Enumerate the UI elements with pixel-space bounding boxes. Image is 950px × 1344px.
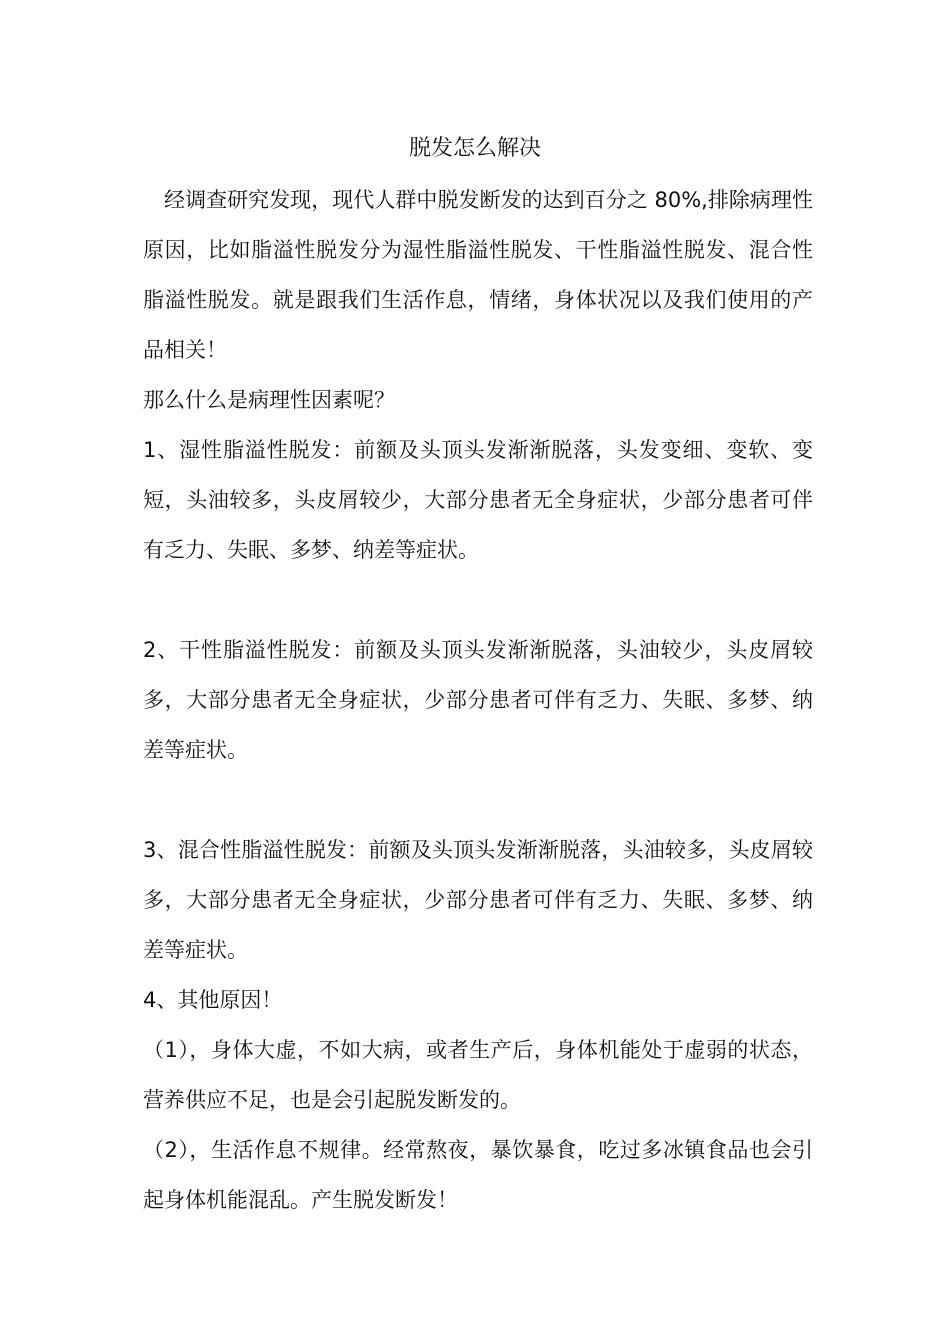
question-paragraph: 那么什么是病理性因素呢？: [143, 388, 395, 412]
cause-1-paragraph: （1），身体大虚，不如大病，或者生产后，身体机能处于虚弱的状态，营养供应不足，也是会引起脱发断发的。: [143, 1038, 813, 1112]
wet-seborrheic-paragraph: 1、湿性脂溢性脱发：前额及头顶头发渐渐脱落，头发变细、变软、变短，头油较多，头皮屑较少，大部分患者无全身症状，少部分患者可伴有乏力、失眠、多梦、纳差等症状。: [143, 438, 813, 562]
dry-seborrheic-paragraph: 2、干性脂溢性脱发：前额及头顶头发渐渐脱落，头油较少，头皮屑较多，大部分患者无全身症状，少部分患者可伴有乏力、失眠、多梦、纳差等症状。: [143, 638, 813, 762]
cause-2-paragraph: （2），生活作息不规律。经常熬夜，暴饮暴食，吃过多冰镇食品也会引起身体机能混乱。产生脱发断发！: [143, 1138, 813, 1212]
document-body: [143, 175, 813, 1225]
other-causes-heading: 4、其他原因！: [143, 988, 283, 1012]
spacer: [143, 775, 813, 825]
intro-paragraph: 经调查研究发现，现代人群中脱发断发的达到百分之 80%,排除病理性原因，比如脂溢性脱发分为湿性脂溢性脱发、干性脂溢性脱发、混合性脂溢性脱发。就是跟我们生活作息，情绪，身体状况以及我们使用的产品相关！: [143, 188, 813, 362]
spacer: [143, 575, 813, 625]
document-title: 脱发怎么解决: [408, 136, 541, 161]
mixed-seborrheic-paragraph: 3、混合性脂溢性脱发：前额及头顶头发渐渐脱落，头油较多，头皮屑较多，大部分患者无全身症状，少部分患者可伴有乏力、失眠、多梦、纳差等症状。: [143, 838, 813, 962]
